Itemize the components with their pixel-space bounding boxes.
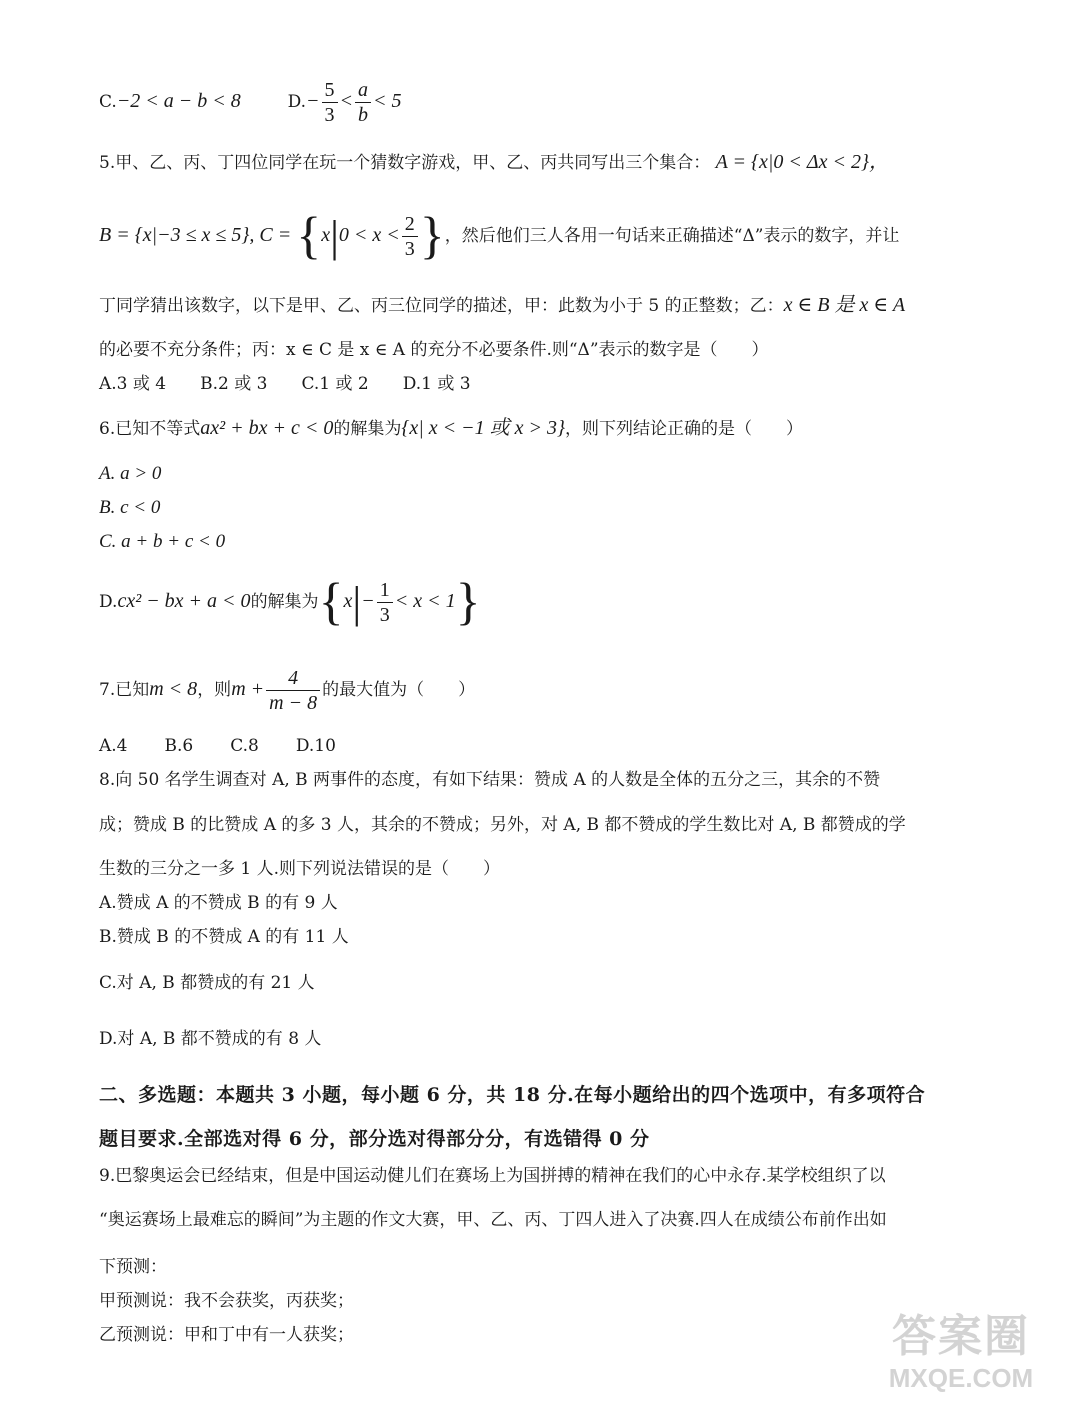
q6-option-d-label: D. bbox=[99, 592, 118, 612]
q5-stem-text-3: 丁同学猜出该数字，以下是甲、乙、丙三位同学的描述，甲：此数为小于 5 的正整数；乙： bbox=[99, 296, 784, 316]
q6-option-d-var: x bbox=[343, 590, 353, 612]
q5-line-3 bbox=[99, 293, 905, 318]
q6-option-d-fraction: $\frac{1}{3}$ bbox=[377, 578, 393, 627]
watermark-logo bbox=[856, 1311, 1066, 1401]
q6-solution-set: {x| x < −1 或 x > 3} bbox=[401, 417, 565, 439]
q7-option-b: B.6 bbox=[164, 736, 194, 756]
q4-option-d-fraction-1: $\frac{5}{3}$ bbox=[322, 78, 338, 127]
q9-line-1: 9.巴黎奥运会已经结束，但是中国运动健儿们在赛场上为国拼搏的精神在我们的心中永存.某学校组织了以 bbox=[99, 1166, 886, 1186]
q5-set-c-var: x bbox=[321, 224, 331, 246]
q7-options bbox=[99, 734, 336, 758]
q5-options bbox=[99, 372, 471, 396]
q6-option-b: B. c < 0 bbox=[99, 497, 161, 518]
q5-option-b: B.2 或 3 bbox=[200, 374, 268, 394]
q4-option-c-label: C. bbox=[99, 92, 117, 112]
q4-option-d-fraction-2: $\frac{a}{b}$ bbox=[355, 78, 371, 127]
q9-line-5: 乙预测说：甲和丁中有一人获奖； bbox=[99, 1325, 354, 1345]
q7-stem-prefix: 7.已知 bbox=[99, 680, 150, 700]
q5-line-2: B = {x|−3 ≤ x ≤ 5}, C = {x|0 < x < $\frac{2}{3}$ }，然后他们三人各用一句话来正确描述“Δ”表示的数字，并让 bbox=[99, 207, 900, 265]
q8-line-3: 生数的三分之一多 1 人.则下列说法错误的是（ ） bbox=[99, 859, 501, 879]
q8-line-2: 成；赞成 B 的比赞成 A 的多 3 人，其余的不赞成；另外，对 A, B 都不赞成的学生数比对 A, B 都赞成的学 bbox=[99, 815, 906, 835]
q5-option-d: D.1 或 3 bbox=[402, 374, 471, 394]
q6-inequality: ax² + bx + c < 0 bbox=[200, 417, 334, 439]
q7-condition: m < 8 bbox=[149, 678, 198, 700]
q7-stem bbox=[99, 666, 475, 715]
q4-option-d-label: D. bbox=[287, 92, 307, 112]
q6-option-d-inequality: cx² − bx + a < 0 bbox=[117, 590, 251, 612]
q5-line-4: 的必要不充分条件；丙：x ∈ C 是 x ∈ A 的充分不必要条件.则“Δ”表示的数字是（ ） bbox=[99, 340, 769, 360]
q4-option-d-prefix: − bbox=[306, 90, 320, 112]
q4-option-d-lt: < bbox=[339, 90, 354, 112]
q9-line-4: 甲预测说：我不会获奖，丙获奖； bbox=[99, 1291, 354, 1311]
q4-options-line bbox=[99, 78, 402, 127]
q6-option-d-minus: − bbox=[361, 590, 375, 612]
q6-option-d-tail: < x < 1 bbox=[394, 590, 456, 612]
q7-option-d: D.10 bbox=[295, 736, 336, 756]
watermark-url: MXQE.COM bbox=[888, 1363, 1034, 1393]
q5-set-c-fraction: $\frac{2}{3}$ bbox=[402, 212, 418, 261]
q8-option-b: B.赞成 B 的不赞成 A 的有 11 人 bbox=[99, 927, 349, 947]
q7-stem-mid: ，则 bbox=[197, 680, 232, 700]
q5-line-1 bbox=[99, 150, 889, 175]
q5-stem-text: 5.甲、乙、丙、丁四位同学在玩一个猜数字游戏，甲、乙、丙共同写出三个集合： bbox=[99, 153, 711, 173]
q5-set-b: B = {x|−3 ≤ x ≤ 5}, C = bbox=[99, 224, 297, 246]
q6-option-c: C. a + b + c < 0 bbox=[99, 531, 226, 552]
q8-option-c: C.对 A, B 都赞成的有 21 人 bbox=[99, 973, 315, 993]
q5-set-a: A = {x|0 < Δx < 2}， bbox=[715, 151, 889, 173]
q5-option-c: C.1 或 2 bbox=[301, 374, 369, 394]
q5-option-a: A.3 或 4 bbox=[99, 374, 167, 394]
q4-option-d-tail: < 5 bbox=[373, 90, 402, 112]
section-2-heading-line-2: 题目要求.全部选对得 6 分，部分选对得部分分，有选错得 0 分 bbox=[99, 1128, 650, 1150]
q5-stem-text-2: ，然后他们三人各用一句话来正确描述“Δ”表示的数字，并让 bbox=[444, 226, 900, 246]
q9-line-3: 下预测： bbox=[99, 1257, 167, 1277]
q6-option-d-mid: 的解集为 bbox=[250, 592, 319, 612]
q4-option-c-math: −2 < a − b < 8 bbox=[116, 90, 241, 112]
section-2-heading-line-1: 二、多选题：本题共 3 小题，每小题 6 分，共 18 分.在每小题给出的四个选项中，有多项符合 bbox=[99, 1084, 926, 1106]
q7-stem-tail: 的最大值为（ ） bbox=[322, 680, 476, 700]
q6-stem-mid: 的解集为 bbox=[333, 419, 402, 439]
q7-option-a: A.4 bbox=[99, 736, 128, 756]
q9-line-2: “奥运赛场上最难忘的瞬间”为主题的作文大赛，甲、乙、丙、丁四人进入了决赛.四人在成绩公布前作出如 bbox=[99, 1210, 887, 1230]
q6-option-a: A. a > 0 bbox=[99, 463, 162, 484]
q8-option-d: D.对 A, B 都不赞成的有 8 人 bbox=[99, 1029, 322, 1049]
q5-set-c-cond: 0 < x < bbox=[338, 224, 400, 246]
q5-condition-math: x ∈ B 是 x ∈ A bbox=[783, 294, 906, 316]
q6-option-d: D.cx² − bx + a < 0的解集为{x|− $\frac{1}{3}$ < x < 1} bbox=[99, 573, 481, 631]
q6-stem bbox=[99, 416, 803, 441]
q8-line-1: 8.向 50 名学生调查对 A, B 两事件的态度，有如下结果：赞成 A 的人数是全体的五分之三，其余的不赞 bbox=[99, 770, 881, 790]
q7-fraction: $\frac{4}{m - 8}$ bbox=[266, 666, 320, 715]
q6-stem-tail: ，则下列结论正确的是（ ） bbox=[564, 419, 803, 439]
q7-option-c: C.8 bbox=[230, 736, 259, 756]
q6-stem-prefix: 6.已知不等式 bbox=[99, 419, 201, 439]
q7-expression: m + bbox=[231, 678, 265, 700]
watermark-text: 答案圈 bbox=[892, 1312, 1030, 1361]
q8-option-a: A.赞成 A 的不赞成 B 的有 9 人 bbox=[99, 893, 338, 913]
